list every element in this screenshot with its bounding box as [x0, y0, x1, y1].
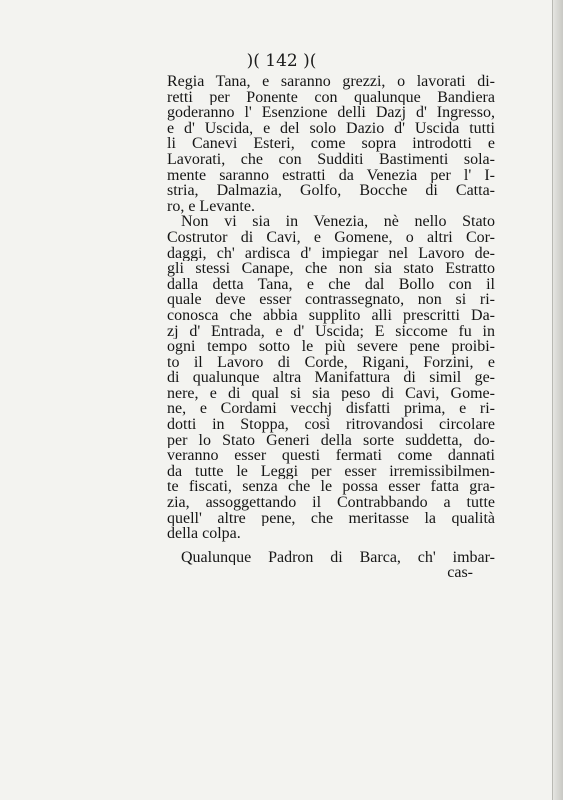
text-line: e d' Uscida, e del solo Dazio d' Uscida tutti: [167, 120, 495, 137]
text-line: ogni tempo sotto le più severe pene proibi-: [167, 339, 495, 355]
text-line: li Canevi Esteri, come sopra introdotti e: [167, 136, 495, 152]
text-line: zj d' Entrada, e d' Uscida; E siccome fu in: [167, 323, 495, 340]
text-line: Qualunque Padron di Barca, ch' imbar-: [181, 549, 495, 566]
text-line: dotti in Stoppa, così ritrovandosi circolare: [167, 417, 495, 433]
text-line: di qualunque altra Manifattura di simil ge-: [167, 370, 495, 386]
text-line: da tutte le Leggi per esser irremissibilmen-: [167, 463, 495, 480]
text-line: te fiscati, senza che le possa esser fatta gra-: [167, 479, 495, 496]
text-line: retti per Ponente con qualunque Bandiera: [167, 89, 495, 106]
body-text: [167, 74, 495, 581]
text-line: stria, Dalmazia, Golfo, Bocche di Catta-: [167, 183, 495, 199]
text-line: ro, e Levante.: [167, 198, 255, 215]
text-line: conosca che abbia supplito alli prescritti Da-: [167, 307, 495, 324]
text-line: della colpa.: [167, 526, 241, 542]
text-line: Regia Tana, e saranno grezzi, o lavorati di-: [167, 74, 495, 90]
text-line: daggi, ch' ardisca d' impiegar nel Lavoro de-: [167, 245, 495, 262]
text-line: Lavorati, che con Sudditi Bastimenti sola-: [167, 151, 495, 168]
page-edge-shadow: [552, 0, 563, 800]
text-line: per lo Stato Generi della sorte suddetta, do-: [167, 432, 495, 449]
text-line: zia, assoggettando il Contrabbando a tutte: [167, 495, 495, 511]
text-line: dalla detta Tana, e che dal Bollo con il: [167, 276, 495, 293]
text-line: nere, e di qual si sia peso di Cavi, Gome-: [167, 385, 495, 402]
page-number: )( 142 )(: [246, 51, 317, 71]
text-line: goderanno l' Esenzione delli Dazj d' Ingresso,: [167, 105, 495, 121]
text-line: ne, e Cordami vecchj disfatti prima, e ri-: [167, 401, 495, 418]
text-line: Non vi sia in Venezia, nè nello Stato: [181, 214, 495, 230]
text-line: veranno esser questi fermati come dannati: [167, 448, 495, 464]
text-line: gli stessi Canape, che non sia stato Estratto: [167, 261, 495, 277]
text-line: quale deve esser contrassegnato, non si ri-: [167, 292, 495, 308]
text-line: Costrutor di Cavi, e Gomene, o altri Cor-: [167, 229, 495, 246]
text-line: quell' altre pene, che meritasse la qualità: [167, 510, 495, 527]
catchword: cas-: [447, 565, 473, 581]
text-line: mente saranno estratti da Venezia per l' I-: [167, 167, 495, 184]
text-line: to il Lavoro di Corde, Rigani, Forzini, e: [167, 354, 495, 371]
